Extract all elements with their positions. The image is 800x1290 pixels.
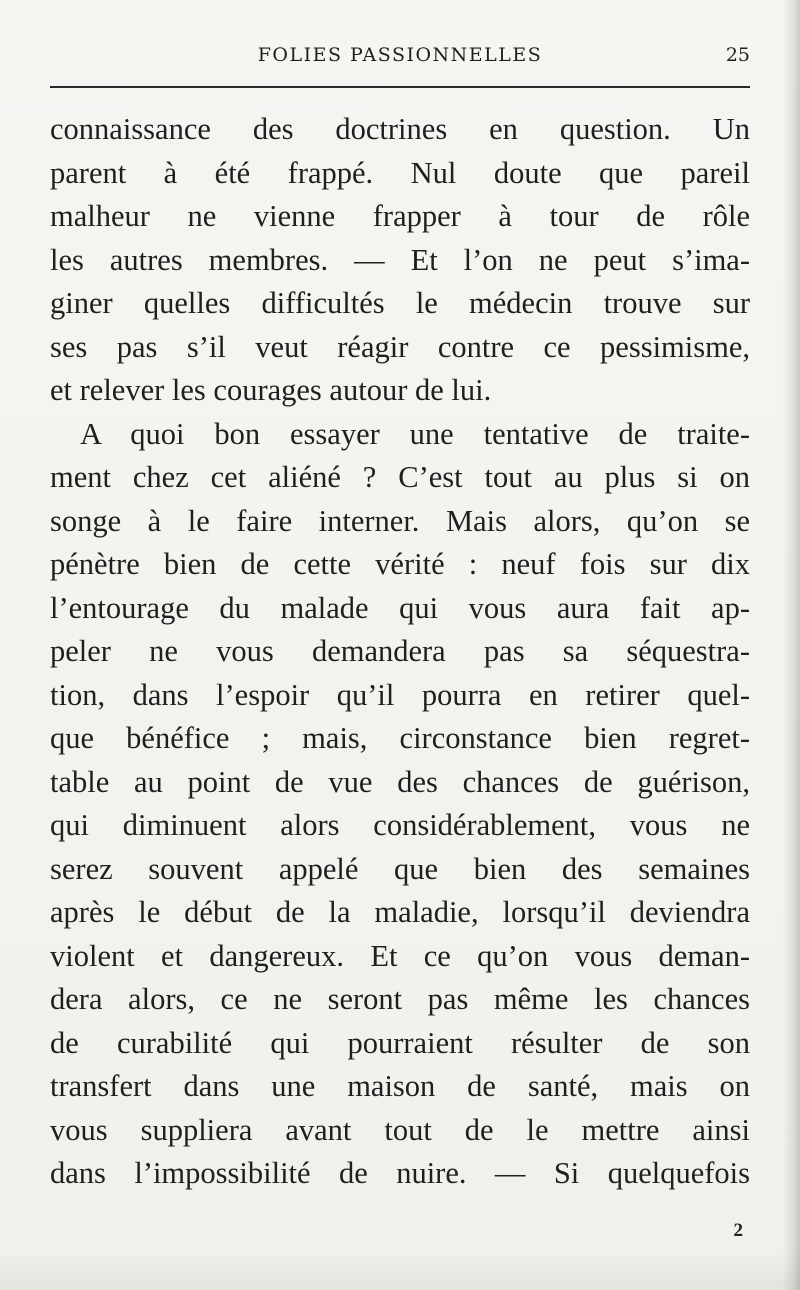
text-line: songe à le faire interner. Mais alors, qu’on se: [50, 503, 750, 538]
text-line: dera alors, ce ne seront pas même les chances: [50, 982, 750, 1016]
page-bottom-shadow: [0, 1250, 800, 1290]
text-line: A quoi bon essayer une tentative de traite-: [80, 416, 750, 451]
text-line: ment chez cet aliéné ? C’est tout au plus si on: [50, 460, 750, 494]
page-header: [50, 44, 750, 72]
text-line: connaissance des doctrines en question. Un: [50, 112, 750, 146]
text-line: ses pas s’il veut réagir contre ce pessimisme,: [50, 329, 750, 364]
text-line: et relever les courages autour de lui.: [50, 373, 492, 407]
text-line: parent à été frappé. Nul doute que pareil: [50, 155, 750, 190]
text-line: que bénéfice ; mais, circonstance bien regret-: [50, 721, 750, 755]
text-line: les autres membres. — Et l’on ne peut s’ima-: [50, 242, 750, 277]
text-line: giner quelles difficultés le médecin trouve sur: [50, 286, 750, 320]
text-line: violent et dangereux. Et ce qu’on vous deman-: [50, 938, 750, 973]
text-line: dans l’impossibilité de nuire. — Si quelquefois: [50, 1156, 750, 1190]
text-line: serez souvent appelé que bien des semaines: [50, 851, 750, 886]
text-line: malheur ne vienne frapper à tour de rôle: [50, 199, 750, 233]
running-title: FOLIES PASSIONNELLES: [257, 44, 543, 66]
page-spine-shadow: [782, 0, 800, 1290]
text-line: après le début de la maladie, lorsqu’il deviendra: [50, 895, 750, 929]
header-rule: [50, 86, 750, 88]
text-line: qui diminuent alors considérablement, vous ne: [50, 808, 750, 842]
text-line: vous suppliera avant tout de le mettre ainsi: [50, 1112, 750, 1147]
text-line: peler ne vous demandera pas sa séquestra-: [50, 634, 750, 668]
text-line: de curabilité qui pourraient résulter de son: [50, 1025, 750, 1060]
text-line: l’entourage du malade qui vous aura fait ap-: [50, 590, 750, 625]
page-number: 25: [725, 44, 750, 66]
body-text: [50, 108, 750, 1196]
text-line: transfert dans une maison de santé, mais on: [50, 1069, 750, 1103]
signature-mark: 2: [733, 1220, 743, 1241]
text-line: table au point de vue des chances de guérison,: [50, 764, 750, 799]
text-line: pénètre bien de cette vérité : neuf fois sur dix: [50, 547, 750, 581]
text-line: tion, dans l’espoir qu’il pourra en retirer quel-: [50, 677, 750, 712]
